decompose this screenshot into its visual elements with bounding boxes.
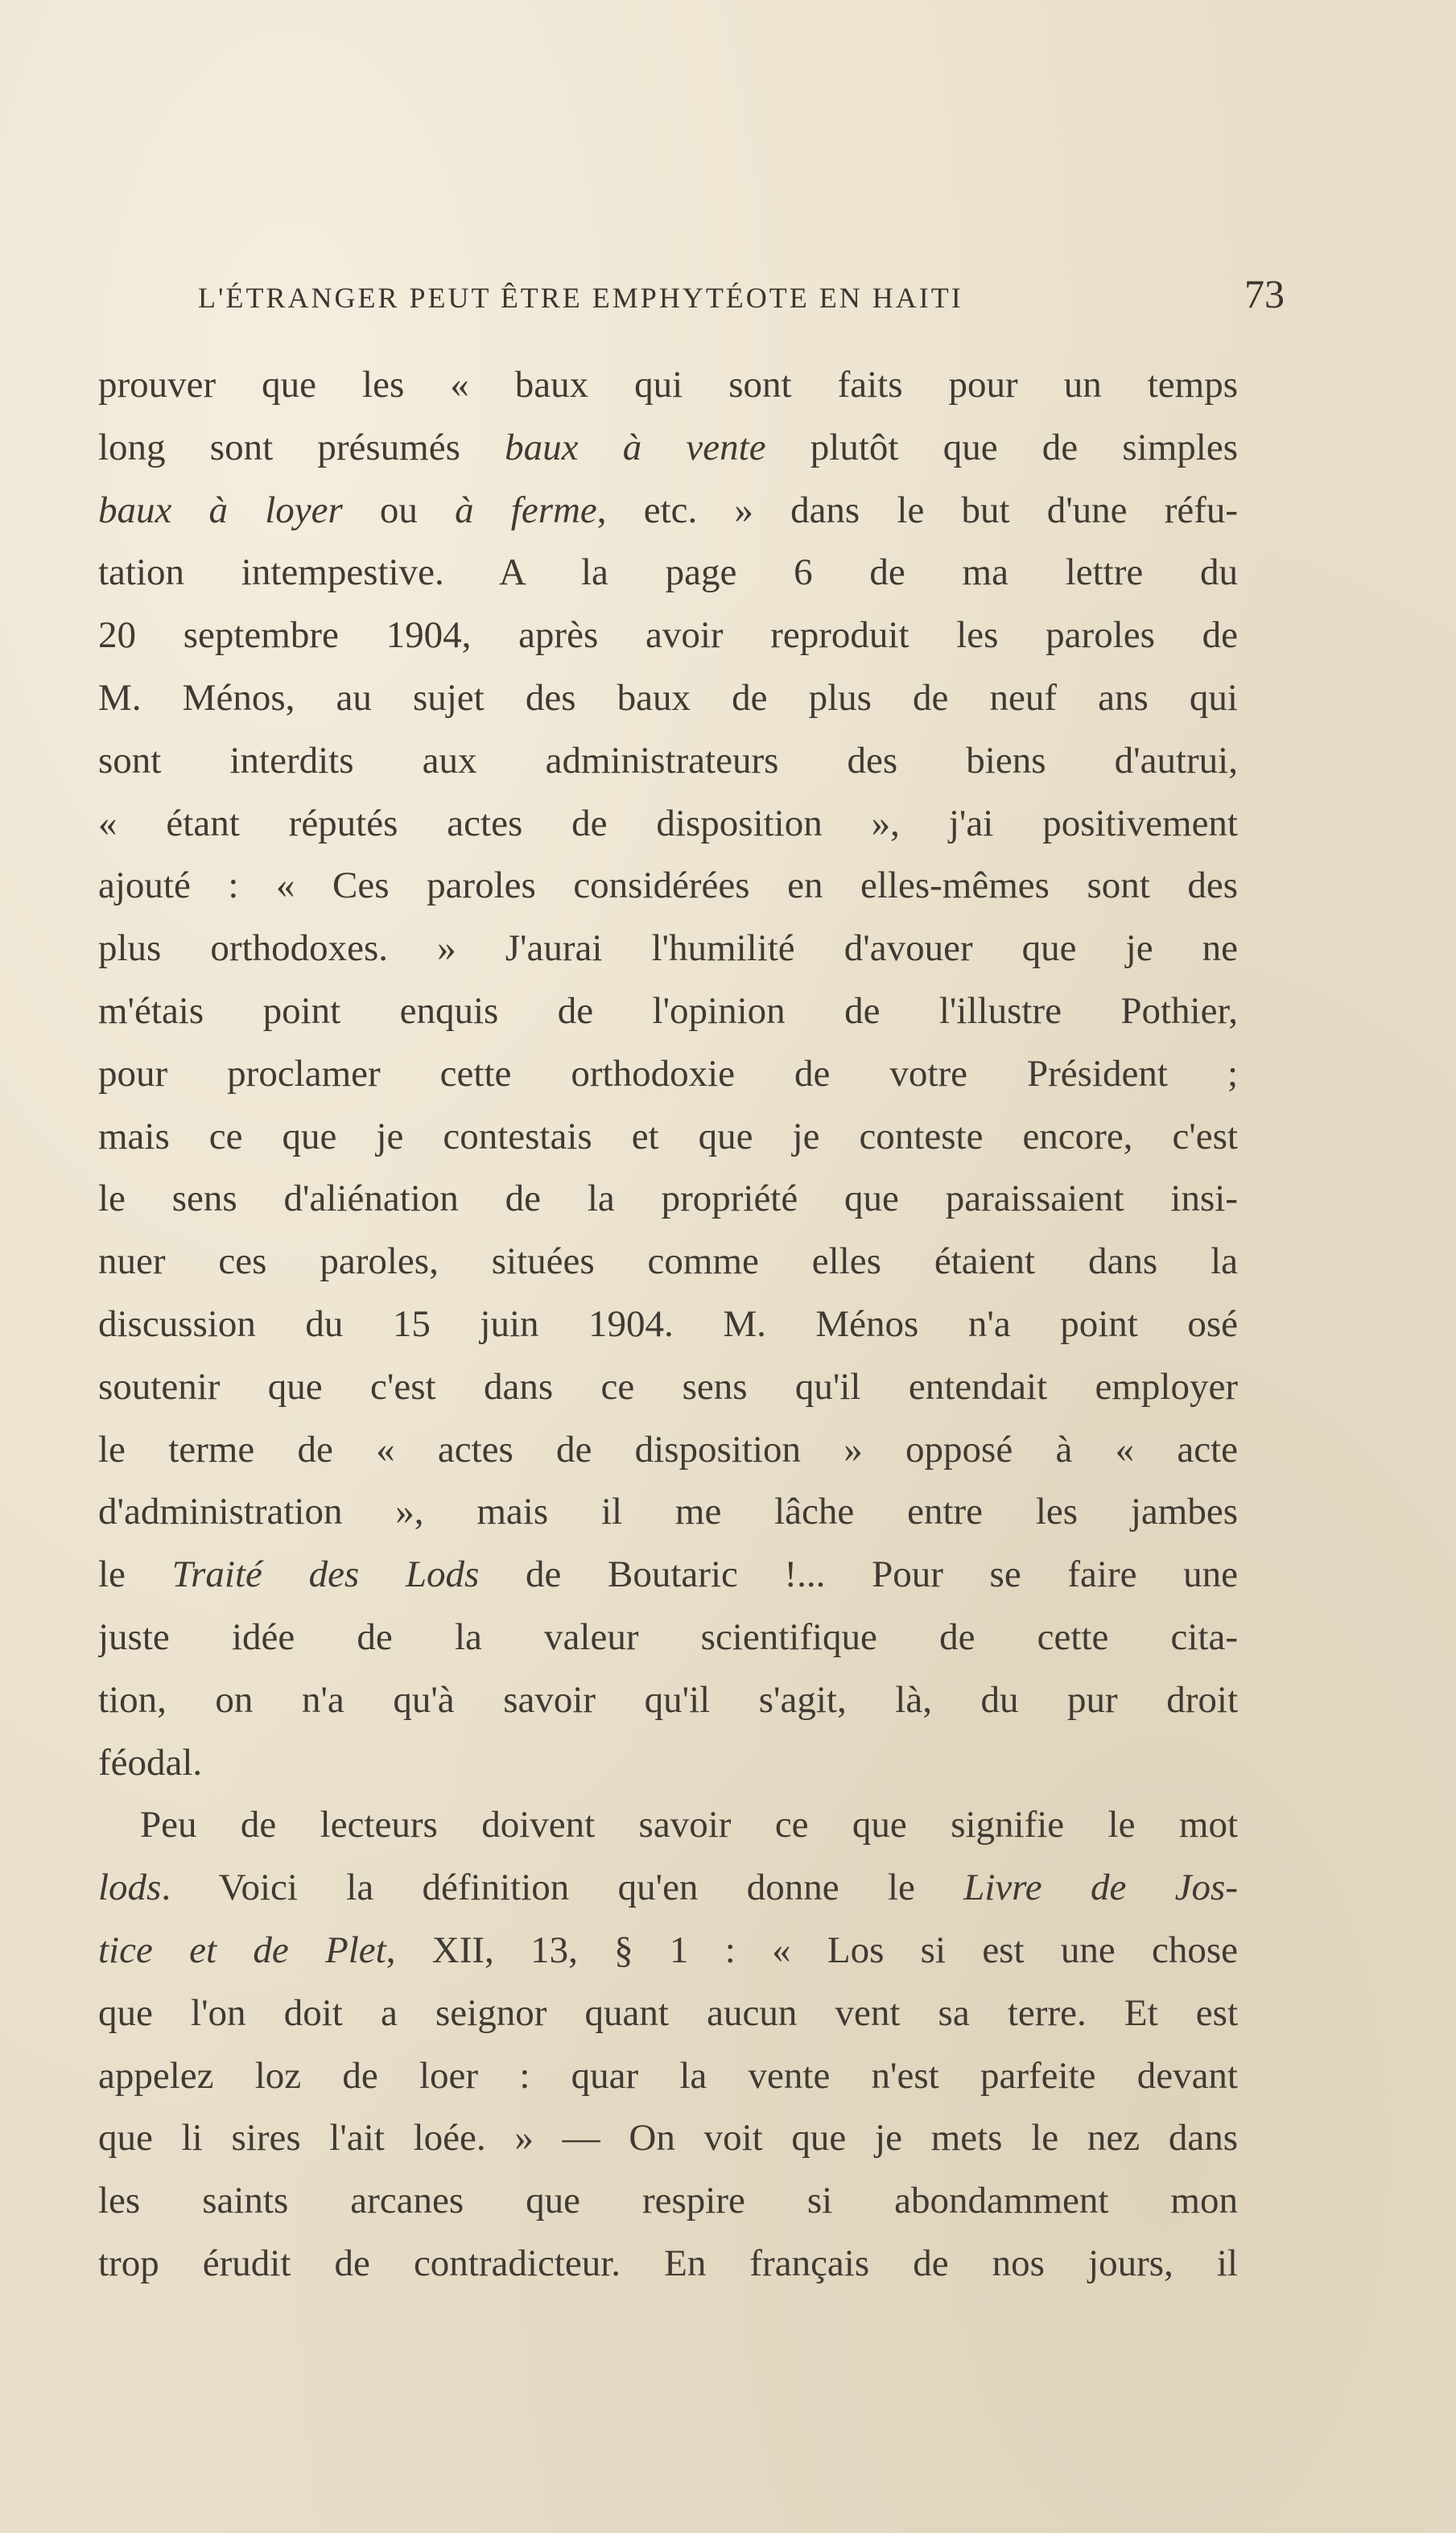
text-segment: sont interdits aux administrateurs des biens d'autrui, — [98, 739, 1238, 782]
text-segment: mais ce que je contestais et que je conteste encore, c'est — [98, 1115, 1238, 1157]
text-line — [98, 2233, 1238, 2296]
running-head — [198, 270, 1285, 327]
text-line — [98, 354, 1238, 417]
text-segment: appelez loz de loer : quar la vente n'est parfeite devant — [98, 2054, 1238, 2097]
text-line — [98, 604, 1238, 667]
text-segment: trop érudit de contradicteur. En français de nos jours, il — [98, 2242, 1238, 2284]
text-segment: , etc. » dans le but d'une réfu- — [596, 489, 1238, 531]
text-segment: « étant réputés actes de disposition », j'ai positivement — [98, 802, 1238, 844]
text-segment: juste idée de la valeur scientifique de cette cita- — [98, 1615, 1238, 1658]
running-title: L'ÉTRANGER PEUT ÊTRE EMPHYTÉOTE EN HAITI — [198, 282, 963, 314]
text-line — [98, 2170, 1238, 2233]
italic-text: baux à vente — [505, 426, 766, 468]
text-line — [98, 1669, 1238, 1732]
text-segment: nuer ces paroles, situées comme elles étaient dans la — [98, 1240, 1238, 1283]
text-line — [98, 2107, 1238, 2170]
text-line — [98, 1293, 1238, 1356]
italic-text: baux à loyer — [98, 489, 343, 531]
text-segment: que li sires l'ait loée. » — On voit que je mets le nez dans — [98, 2117, 1238, 2160]
text-line — [98, 1732, 1238, 1795]
text-line — [98, 1794, 1238, 1857]
text-line — [98, 1231, 1238, 1293]
text-line — [98, 1168, 1238, 1231]
text-line — [98, 1982, 1238, 2045]
text-segment: féodal. — [98, 1741, 203, 1784]
text-line — [98, 1607, 1238, 1669]
text-segment: . Voici la définition qu'en donne le — [161, 1867, 964, 1909]
text-line — [98, 793, 1238, 856]
text-line — [98, 1857, 1238, 1920]
text-line — [98, 1920, 1238, 1982]
italic-text: Traité des Lods — [171, 1553, 480, 1596]
text-line — [98, 918, 1238, 980]
text-line — [98, 1356, 1238, 1419]
text-line — [98, 855, 1238, 918]
italic-text: Livre de Jos- — [963, 1867, 1238, 1909]
text-line — [98, 1481, 1238, 1544]
text-segment: , XII, 13, § 1 : « Los si est une chose — [386, 1929, 1238, 1971]
italic-text: à ferme — [455, 489, 597, 531]
text-segment: le sens d'aliénation de la propriété que paraissaient insi- — [98, 1178, 1238, 1220]
text-segment: M. Ménos, au sujet des baux de plus de neuf ans qui — [98, 676, 1238, 719]
text-segment: plutôt que de simples — [765, 426, 1238, 468]
text-segment: discussion du 15 juin 1904. M. Ménos n'a point osé — [98, 1302, 1238, 1345]
text-line — [98, 2045, 1238, 2108]
text-segment: ou — [342, 489, 456, 531]
text-line — [98, 480, 1238, 542]
text-line — [98, 667, 1238, 730]
text-segment: m'étais point enquis de l'opinion de l'illustre Pothier, — [98, 989, 1238, 1032]
text-line — [98, 1043, 1238, 1106]
text-line — [98, 542, 1238, 604]
text-segment: tation intempestive. A la page 6 de ma lettre du — [98, 551, 1238, 594]
page-number: 73 — [1244, 271, 1285, 316]
text-segment: de Boutaric !... Pour se faire une — [479, 1553, 1238, 1596]
body-text — [98, 354, 1238, 2296]
italic-text: lods — [98, 1867, 162, 1909]
text-segment: le terme de « actes de disposition » opposé à « acte — [98, 1428, 1238, 1471]
text-line — [98, 417, 1238, 480]
text-line — [98, 1419, 1238, 1482]
text-line — [98, 730, 1238, 793]
text-segment: tion, on n'a qu'à savoir qu'il s'agit, là, du pur droit — [98, 1678, 1238, 1721]
italic-text: tice et de Plet — [98, 1929, 386, 1971]
text-segment: soutenir que c'est dans ce sens qu'il entendait employer — [98, 1365, 1238, 1408]
text-line — [98, 1544, 1238, 1607]
text-segment: prouver que les « baux qui sont faits pour un temps — [98, 364, 1238, 406]
text-line — [98, 1106, 1238, 1169]
text-segment: long sont présumés — [98, 426, 505, 468]
text-segment: d'administration », mais il me lâche entre les jambes — [98, 1491, 1238, 1533]
text-segment: Peu de lecteurs doivent savoir ce que signifie le mot — [140, 1804, 1238, 1846]
text-line — [98, 980, 1238, 1043]
text-segment: que l'on doit a seignor quant aucun vent sa terre. Et est — [98, 1991, 1238, 2034]
text-segment: le — [98, 1553, 172, 1596]
text-segment: ajouté : « Ces paroles considérées en elles-mêmes sont des — [98, 864, 1238, 907]
text-segment: pour proclamer cette orthodoxie de votre Président ; — [98, 1052, 1238, 1095]
text-segment: les saints arcanes que respire si abondamment mon — [98, 2180, 1238, 2222]
text-segment: 20 septembre 1904, après avoir reproduit les paroles de — [98, 614, 1238, 657]
text-segment: plus orthodoxes. » J'aurai l'humilité d'avouer que je ne — [98, 927, 1238, 970]
